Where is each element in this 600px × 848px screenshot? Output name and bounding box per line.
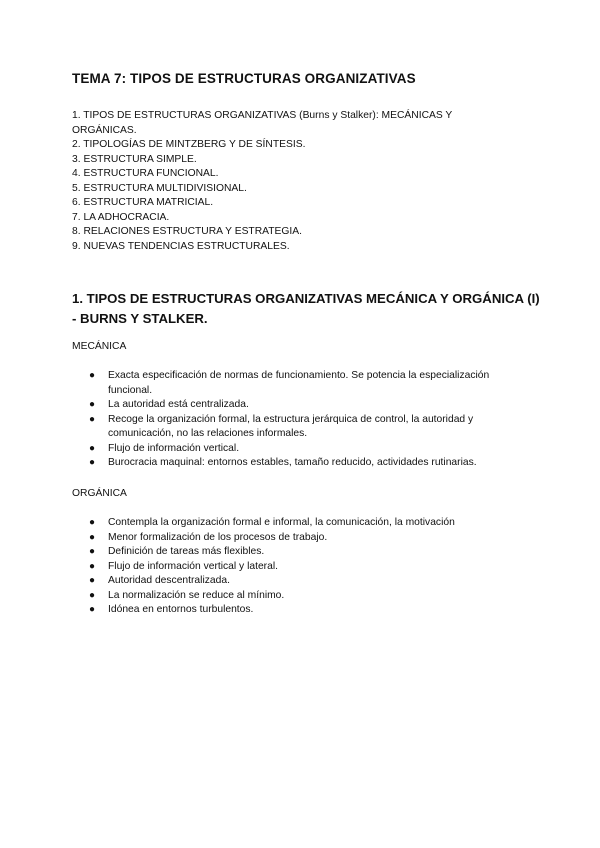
bullet-icon: ● (89, 575, 96, 586)
bullet-icon: ● (89, 560, 96, 572)
list-item-text: Menor formalización de los procesos de trabajo. (108, 531, 328, 543)
list-item-text: Idónea en entornos turbulentos. (108, 604, 254, 615)
list-item-text: Autoridad descentralizada. (108, 575, 230, 586)
toc-item: 3. ESTRUCTURA SIMPLE. (72, 153, 197, 165)
list-item-text: La autoridad está centralizada. (108, 399, 249, 410)
toc-item: 2. TIPOLOGÍAS DE MINTZBERG Y DE SÍNTESIS. (72, 139, 306, 150)
bullet-icon: ● (89, 413, 96, 425)
mecanica-subheading: MECÁNICA (72, 341, 127, 352)
mecanica-list (72, 369, 522, 471)
bullet-icon: ● (89, 399, 96, 410)
list-item (72, 369, 522, 398)
bullet-icon: ● (89, 531, 96, 543)
toc-item: 4. ESTRUCTURA FUNCIONAL. (72, 168, 219, 179)
list-item (72, 603, 522, 618)
document-title: TEMA 7: TIPOS DE ESTRUCTURAS ORGANIZATIVAS (72, 71, 416, 86)
list-item-text: Burocracia maquinal: entornos estables, tamaño reducido, actividades rutinarias. (108, 457, 477, 468)
list-item (72, 589, 522, 604)
bullet-icon: ● (89, 589, 96, 601)
organica-subheading: ORGÁNICA (72, 488, 127, 499)
bullet-icon: ● (89, 457, 96, 468)
organica-list (72, 516, 522, 618)
toc-item: 9. NUEVAS TENDENCIAS ESTRUCTURALES. (72, 240, 290, 252)
list-item-text: Contempla la organización formal e informal, la comunicación, la motivación (108, 517, 455, 528)
list-item-text: Flujo de información vertical. (108, 442, 240, 454)
bullet-icon: ● (89, 442, 96, 454)
bullet-icon: ● (89, 546, 96, 557)
list-item (72, 456, 522, 471)
toc-item: 5. ESTRUCTURA MULTIDIVISIONAL. (72, 182, 247, 194)
toc-item: 7. LA ADHOCRACIA. (72, 211, 170, 223)
toc-item: 6. ESTRUCTURA MATRICIAL. (72, 197, 214, 208)
bullet-icon: ● (89, 517, 96, 528)
list-item (72, 560, 522, 575)
bullet-icon: ● (89, 370, 96, 381)
list-item (72, 516, 522, 531)
list-item (72, 531, 522, 546)
bullet-icon: ● (89, 604, 96, 615)
toc-item: 8. RELACIONES ESTRUCTURA Y ESTRATEGIA. (72, 226, 303, 237)
list-item (72, 413, 522, 442)
list-item-text: Flujo de información vertical y lateral. (108, 560, 278, 572)
list-item (72, 442, 522, 457)
list-item (72, 398, 522, 413)
list-item-text: Definición de tareas más flexibles. (108, 546, 265, 557)
list-item-text: Recoge la organización formal, la estructura jerárquica de control, la autoridad y comunicación, no las relaciones informales. (108, 413, 474, 439)
table-of-contents (72, 109, 512, 254)
toc-item: 1. TIPOS DE ESTRUCTURAS ORGANIZATIVAS (Burns y Stalker): MECÁNICAS Y ORGÁNICAS. (72, 110, 453, 136)
list-item-text: La normalización se reduce al mínimo. (108, 589, 285, 601)
section-heading: 1. TIPOS DE ESTRUCTURAS ORGANIZATIVAS MECÁNICA Y ORGÁNICA (I) - BURNS Y STALKER. (72, 291, 540, 326)
list-item (72, 545, 522, 560)
list-item (72, 574, 522, 589)
list-item-text: Exacta especificación de normas de funcionamiento. Se potencia la especialización funcional. (108, 370, 490, 396)
